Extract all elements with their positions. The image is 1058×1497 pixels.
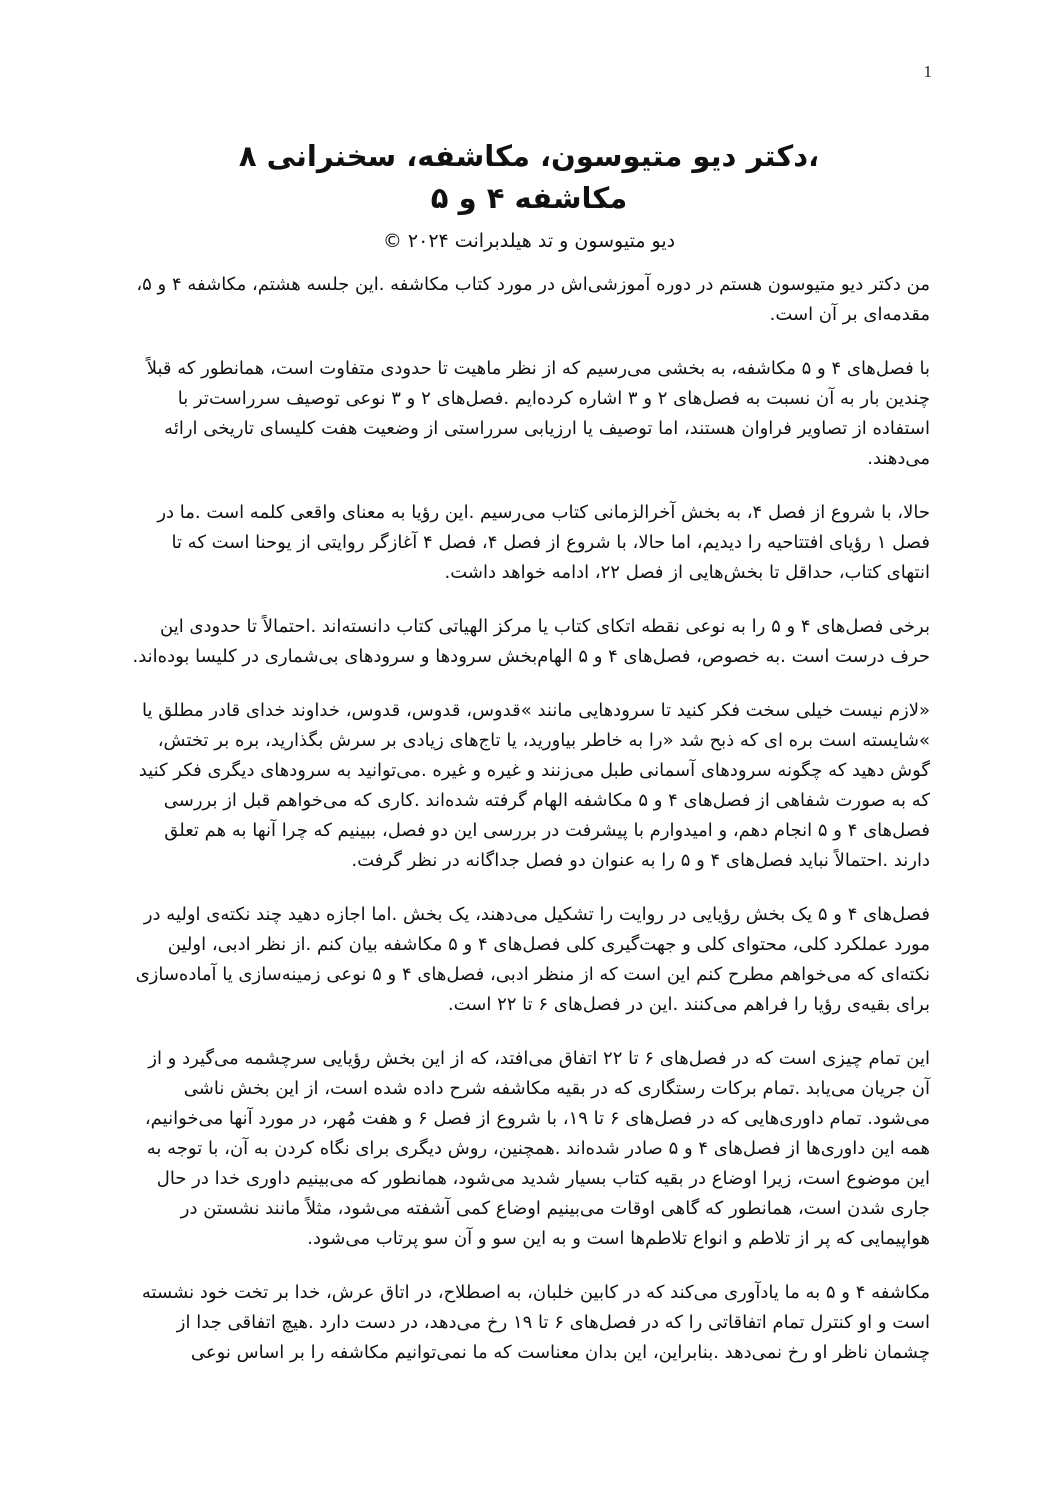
paragraph-8: مکاشفه ۴ و ۵ به ما یادآوری می‌کند که در کابین خلبان، به اصطلاح، در اتاق عرش، خدا بر تخت خود نشسته است و او کنترل تمام اتفاقاتی را که در فصل‌های ۶ تا ۱۹ رخ می‌دهد، در دست دارد .هیچ اتفاقی جدا از چشمان ناظر او رخ نمی‌دهد .بنابراین، این بدان معناست که ما نمی‌توانیم مکاشفه را بر اساس نوعی (141, 1282, 930, 1363)
paragraph-5: «لازم نیست خیلی سخت فکر کنید تا سرودهایی مانند »قدوس، قدوس، قدوس، خداوند خدای قادر مطلق یا »شایسته است بره ای که ذبح شد «را به خاطر بیاورید، یا تاج‌های زیادی بر سرش بگذارید، بره بر تختش، گوش دهید که چگونه سرودهای آسمانی طبل می‌زنند و غیره و غیره .می‌توانید به سرودهای دیگری فکر کنید که به صورت شفاهی از فصل‌های ۴ و ۵ مکاشفه الهام گرفته شده‌اند .کاری که می‌خواهم قبل از بررسی فصل‌های ۴ و ۵ انجام دهم، و امیدوارم با پیشرفت در بررسی این دو فصل، ببینیم که چرا آنها به هم تعلق دارند .احتمالاً نباید فصل‌های ۴ و ۵ را به عنوان دو فصل جداگانه در نظر گرفت. (138, 700, 930, 871)
paragraph-7: این تمام چیزی است که در فصل‌های ۶ تا ۲۲ اتفاق می‌افتد، که از این بخش رؤیایی سرچشمه می‌گیرد و از آن جریان می‌یابد .تمام برکات رستگاری که در بقیه مکاشفه شرح داده شده است، از این بخش ناشی می‌شود. تمام داوری‌هایی که در فصل‌های ۶ تا ۱۹، با شروع از فصل ۶ و هفت مُهر، در مورد آنها می‌خوانیم، همه این داوری‌ها از فصل‌های ۴ و ۵ صادر شده‌اند .همچنین، روش دیگری برای نگاه کردن به آن، با توجه به این موضوع است، زیرا اوضاع در بقیه کتاب بسیار شدید می‌شود، همانطور که می‌بینیم داوری خدا در حال جاری شدن است، همانطور که گاهی اوقات می‌بینیم اوضاع کمی آشفته می‌شود، مثلاً مانند نشستن در هواپیمایی که پر از تلاطم و انواع تلاطم‌ها است و به این سو و آن سو پرتاب می‌شود. (144, 1048, 930, 1249)
paragraph-3: حالا، با شروع از فصل ۴، به بخش آخرالزمانی کتاب می‌رسیم .این رؤیا به معنای واقعی کلمه است .ما در فصل ۱ رؤیای افتتاحیه را دیدیم، اما حالا، با شروع از فصل ۴، فصل ۴ آغازگر روایتی از یوحنا است که تا انتهای کتاب، حداقل تا بخش‌هایی از فصل ۲۲، ادامه خواهد داشت. (157, 502, 930, 583)
paragraph-1: من دکتر دیو متیوسون هستم در دوره آموزشی‌اش در مورد کتاب مکاشفه .این جلسه هشتم، مکاشفه ۴ و ۵، مقدمه‌ای بر آن است. (136, 274, 930, 325)
paragraph-2: با فصل‌های ۴ و ۵ مکاشفه، به بخشی می‌رسیم که از نظر ماهیت تا حدودی متفاوت است، همانطور که قبلاً چندین بار به آن نسبت به فصل‌های ۲ و ۳ اشاره کرده‌ایم .فصل‌های ۲ و ۳ نوعی توصیف سرراست‌تر با استفاده از تصاویر فراوان هستند، اما توصیف یا ارزیابی سرراستی از وضعیت هفت کلیسای تاریخی ارائه می‌دهند. (146, 358, 930, 469)
title-block (128, 135, 930, 255)
copyright-notice: دیو متیوسون و تد هیلدبرانت ۲۰۲۴ © (382, 230, 676, 252)
paragraph-6: فصل‌های ۴ و ۵ یک بخش رؤیایی در روایت را تشکیل می‌دهند، یک بخش .اما اجازه دهید چند نکته‌ی اولیه در مورد عملکرد کلی، محتوای کلی و جهت‌گیری کلی فصل‌های ۴ و ۵ مکاشفه بیان کنم .از نظر ادبی، اولین نکته‌ای که می‌خواهم مطرح کنم این است که از منظر ادبی، فصل‌های ۴ و ۵ نوعی زمینه‌سازی یا آماده‌سازی برای بقیه‌ی رؤیا را فراهم می‌کنند .این در فصل‌های ۶ تا ۲۲ است. (135, 904, 930, 1015)
page-number: 1 (923, 62, 932, 81)
page-title-line-2: مکاشفه ۴ و ۵ (430, 181, 628, 215)
document-body (128, 270, 930, 1392)
paragraph-4: برخی فصل‌های ۴ و ۵ را به نوعی نقطه اتکای کتاب یا مرکز الهیاتی کتاب دانسته‌اند .احتمالاً تا حدودی این حرف درست است .به خصوص، فصل‌های ۴ و ۵ الهام‌بخش سرودها و سرودهای بی‌شماری در کلیسا بوده‌اند. (132, 616, 930, 667)
page-title-line-1: ،دکتر دیو متیوسون، مکاشفه، سخنرانی ۸ (238, 139, 820, 173)
